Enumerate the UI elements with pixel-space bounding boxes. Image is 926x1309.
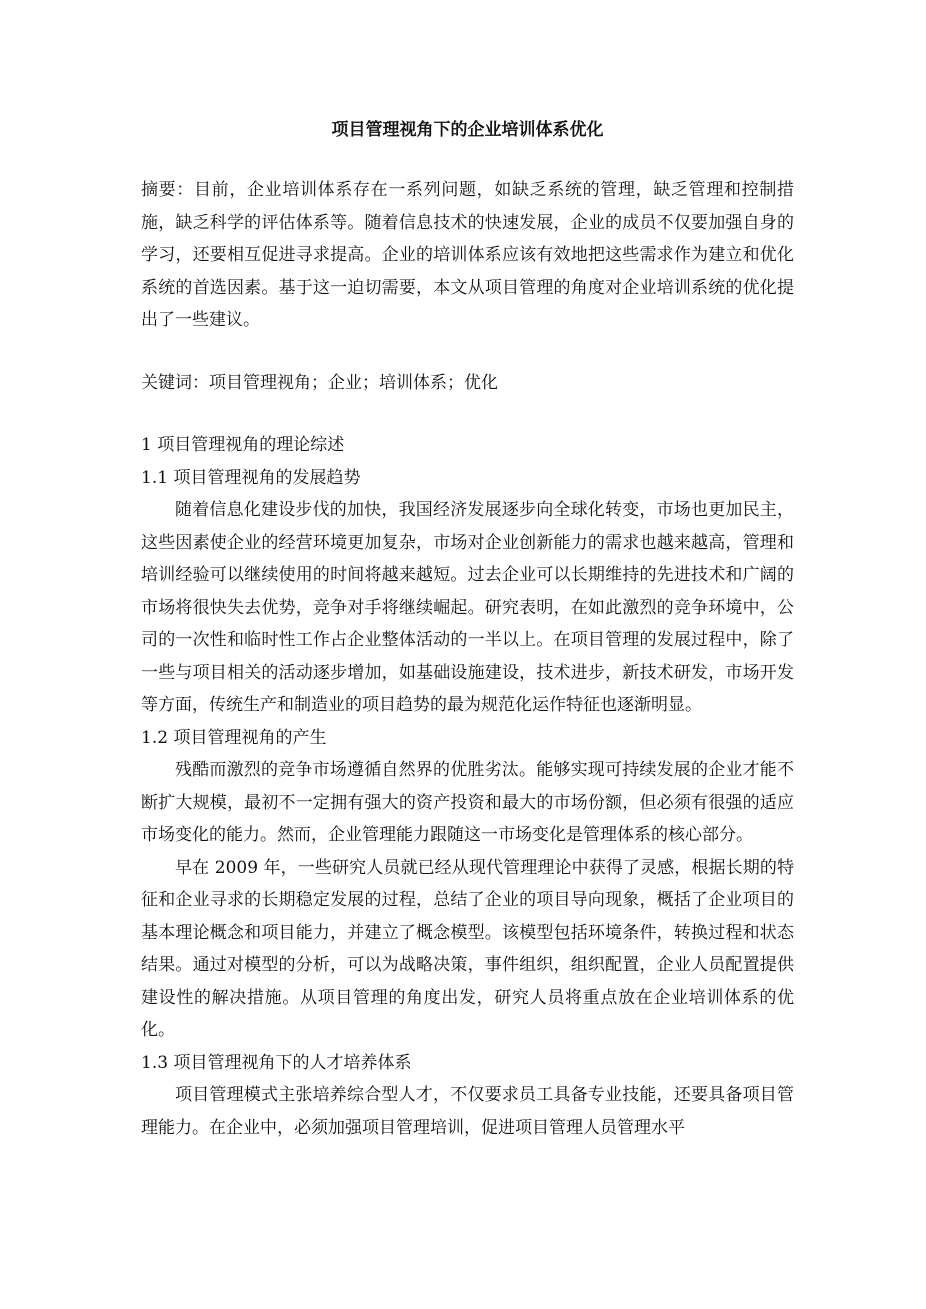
section-heading: 1 项目管理视角的理论综述 <box>141 435 345 455</box>
subsection-heading: 1.2 项目管理视角的产生 <box>141 727 327 748</box>
body-paragraph: 残酷而激烈的竞争市场遵循自然界的优胜劣汰。能够实现可持续发展的企业才能不断扩大规模，最初不一定拥有强大的资产投资和最大的市场份额，但必须有很强的适应市场变化的能力。然而，企业管理能力跟随这一市场变化是管理体系的核心部分。 <box>141 760 794 845</box>
body-paragraph: 早在 2009 年，一些研究人员就已经从现代管理理论中获得了灵感，根据长期的特征和企业寻求的长期稳定发展的过程，总结了企业的项目导向现象，概括了企业项目的基本理论概念和项目能力，并建立了概念模型。该模型包括环境条件，转换过程和状态结果。通过对模型的分析，可以为战略决策，事件组织，组织配置，企业人员配置提供建设性的解决措施。从项目管理的角度出发，研究人员将重点放在企业培训体系的优化。 <box>141 857 794 1040</box>
abstract-section <box>141 174 794 337</box>
abstract-text: 摘要：目前，企业培训体系存在一系列问题，如缺乏系统的管理，缺乏管理和控制措施，缺乏科学的评估体系等。随着信息技术的快速发展，企业的成员不仅要加强自身的学习，还要相互促进寻求提高。企业的培训体系应该有效地把这些需求作为建立和优化系统的首选因素。基于这一迫切需要，本文从项目管理的角度对企业培训系统的优化提出了一些建议。 <box>141 180 794 330</box>
section-1 <box>141 429 794 1144</box>
document-title: 项目管理视角下的企业培训体系优化 <box>331 120 604 140</box>
body-paragraph: 随着信息化建设步伐的加快，我国经济发展逐步向全球化转变，市场也更加民主，这些因素使企业的经营环境更加复杂，市场对企业创新能力的需求也越来越高，管理和培训经验可以继续使用的时间将越来越短。过去企业可以长期维持的先进技术和广阔的市场将很快失去优势，竞争对手将继续崛起。研究表明，在如此激烈的竞争环境中，公司的一次性和临时性工作占企业整体活动的一半以上。在项目管理的发展过程中，除了一些与项目相关的活动逐步增加，如基础设施建设，技术进步，新技术研发，市场开发等方面，传统生产和制造业的项目趋势的最为规范化运作特征也逐渐明显。 <box>141 500 794 715</box>
subsection-heading: 1.3 项目管理视角下的人才培养体系 <box>141 1052 412 1073</box>
keywords-text: 关键词：项目管理视角；企业；培训体系；优化 <box>141 372 498 393</box>
keywords-section <box>141 367 794 400</box>
subsection-heading: 1.1 项目管理视角的发展趋势 <box>141 467 361 488</box>
body-paragraph: 项目管理模式主张培养综合型人才，不仅要求员工具备专业技能，还要具备项目管理能力。在企业中，必须加强项目管理培训，促进项目管理人员管理水平 <box>141 1085 794 1138</box>
